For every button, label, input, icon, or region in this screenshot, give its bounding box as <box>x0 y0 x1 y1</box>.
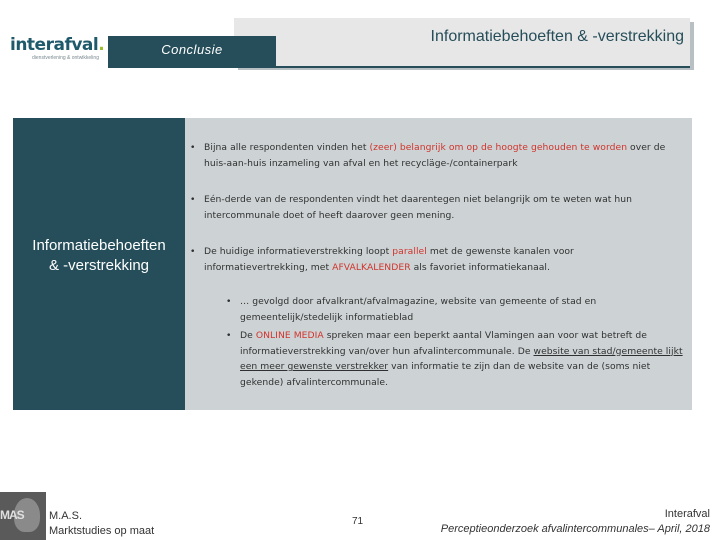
page-title: Informatiebehoeften & -verstrekking <box>430 28 684 45</box>
mas-photo-mark: MAS <box>0 508 24 522</box>
page-number: 71 <box>352 516 364 527</box>
side-title-line1: Informatiebehoeften <box>32 237 166 254</box>
highlight-text: parallel <box>392 246 427 257</box>
footer-report <box>441 507 710 537</box>
footer-mas-name: M.A.S. <box>49 510 83 522</box>
footer-report-title: Perceptieonderzoek afvalintercommunales– April, 2018 <box>440 523 710 535</box>
bullet-subitem-1: • … gevolgd door afvalkrant/afvalmagazine, website van gemeente of stad en gemeentelijk/stedelijk informatieblad <box>226 296 597 323</box>
side-panel-title <box>13 236 185 276</box>
bullet-item-3: • De huidige informatieverstrekking loopt parallel met de gewenste kanalen voor informatievertrekking, met AFVALKALENDER als favoriet informatiekanaal. <box>190 246 574 273</box>
logo-wordmark: interafval. <box>10 35 105 55</box>
header-underline <box>276 66 690 68</box>
bullet-dot-icon: • <box>190 194 196 205</box>
highlight-text: AFVALKALENDER <box>332 261 411 273</box>
bullet-dot-icon: • <box>226 296 232 307</box>
bullet-dot-icon: • <box>226 330 232 341</box>
section-label: Conclusie <box>161 42 223 57</box>
underlined-text: website van stad/gemeente lijkt een meer gewenste verstrekker <box>240 345 683 372</box>
highlight-text: (zeer) belangrijk om op de hoogte gehouden te worden <box>369 142 628 153</box>
footer-mas-tagline: Marktstudies op maat <box>49 525 155 537</box>
interafval-logo <box>10 35 105 66</box>
footer-org: Interafval <box>664 508 710 520</box>
logo-tagline: dienstverlening & ontwikkeling <box>32 55 99 61</box>
bullet-item-1: • Bijna alle respondenten vinden het (zeer) belangrijk om op de hoogte gehouden te worden over de huis-aan-huis inzameling van afval en het recycläge-/containerpark <box>190 142 666 169</box>
mas-photo <box>0 492 46 540</box>
bullet-dot-icon: • <box>190 246 196 257</box>
bullet-dot-icon: • <box>190 142 196 153</box>
highlight-text: ONLINE MEDIA <box>255 330 324 341</box>
bullet-subitem-2: • De ONLINE MEDIA spreken maar een beperkt aantal Vlamingen aan voor wat betreft de informatieverstrekking van/over hun afvalintercommunale. De website van stad/gemeente lijkt een meer gewenste verstrekker van informatie te zijn dan de website van de (soms niet gekende) afvalintercommunale. <box>226 330 683 388</box>
bullet-item-2: • Eén-derde van de respondenten vindt het daarentegen niet belangrijk om te weten wat hun intercommunale doet of heeft daarover geen mening. <box>190 194 633 221</box>
side-title-line2: & -verstrekking <box>48 257 150 274</box>
footer-mas <box>49 509 154 539</box>
